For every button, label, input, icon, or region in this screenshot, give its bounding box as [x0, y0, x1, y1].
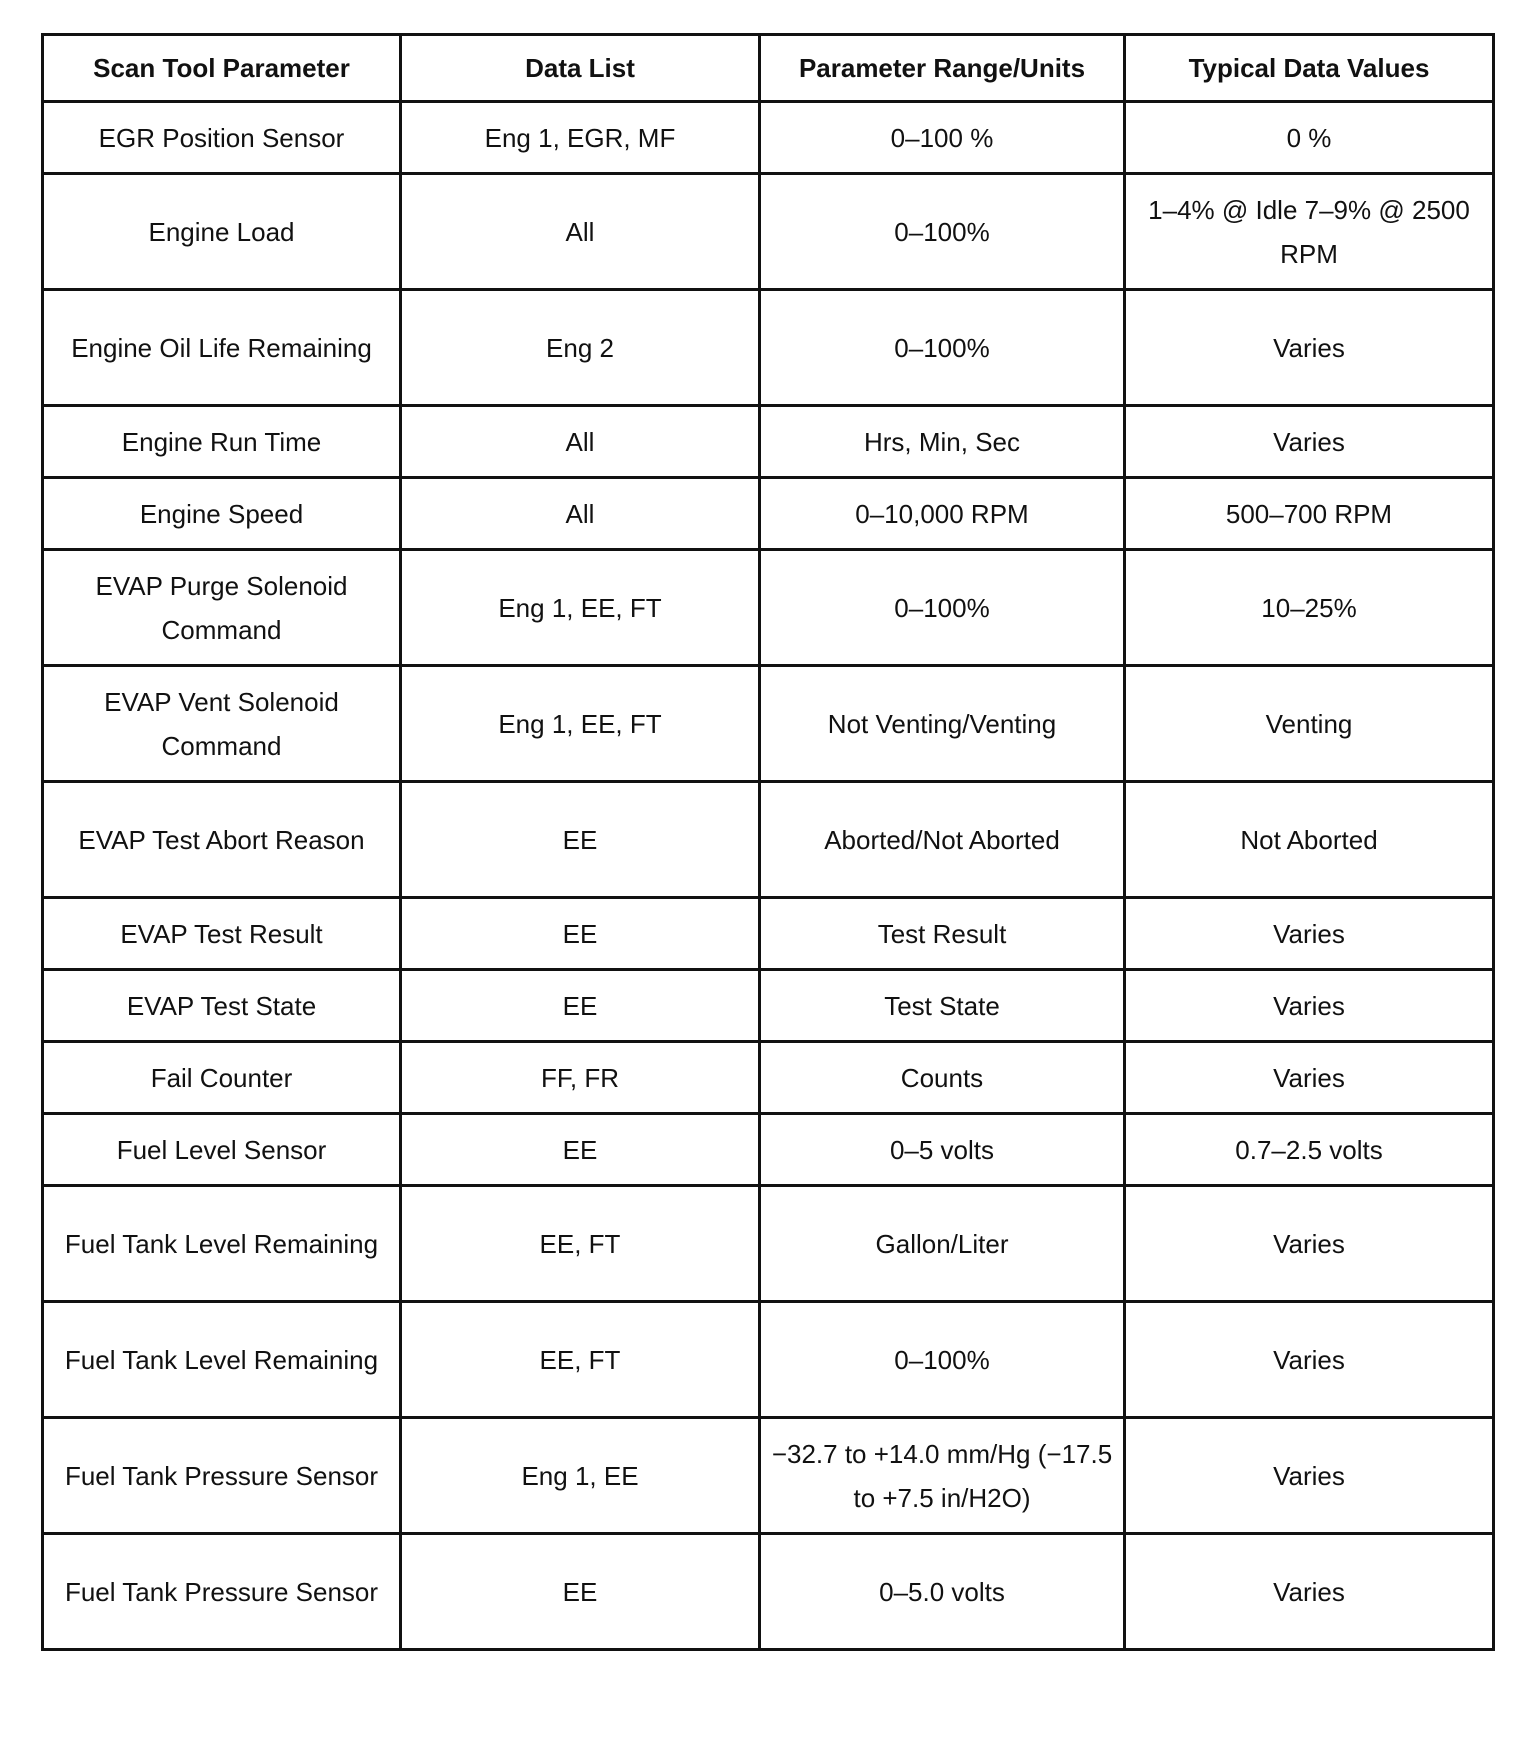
scan-tool-data-table [41, 33, 1495, 1651]
cell-parameter: Fuel Tank Pressure Sensor [43, 1534, 401, 1650]
cell-data-list: Eng 1, EE [401, 1418, 760, 1534]
cell-data-list: All [401, 174, 760, 290]
cell-parameter: Engine Load [43, 174, 401, 290]
table-row [43, 898, 1494, 970]
cell-typical-value: Not Aborted [1125, 782, 1494, 898]
table-row [43, 1042, 1494, 1114]
cell-data-list: FF, FR [401, 1042, 760, 1114]
table-row [43, 406, 1494, 478]
cell-data-list: All [401, 406, 760, 478]
header-typical-data-values: Typical Data Values [1125, 35, 1494, 102]
header-scan-tool-parameter: Scan Tool Parameter [43, 35, 401, 102]
cell-typical-value: Varies [1125, 1302, 1494, 1418]
table-row [43, 290, 1494, 406]
table-row [43, 1114, 1494, 1186]
header-data-list: Data List [401, 35, 760, 102]
cell-range-units: Test Result [760, 898, 1125, 970]
cell-typical-value: 1–4% @ Idle 7–9% @ 2500 RPM [1125, 174, 1494, 290]
cell-parameter: Engine Run Time [43, 406, 401, 478]
cell-parameter: Engine Speed [43, 478, 401, 550]
cell-parameter: Fuel Tank Level Remaining [43, 1302, 401, 1418]
cell-typical-value: Varies [1125, 1418, 1494, 1534]
cell-parameter: Fail Counter [43, 1042, 401, 1114]
table-row [43, 970, 1494, 1042]
cell-range-units: 0–100% [760, 1302, 1125, 1418]
cell-typical-value: Varies [1125, 1042, 1494, 1114]
cell-parameter: EVAP Vent Solenoid Command [43, 666, 401, 782]
cell-data-list: EE, FT [401, 1186, 760, 1302]
cell-range-units: 0–100% [760, 174, 1125, 290]
cell-parameter: EVAP Test State [43, 970, 401, 1042]
cell-range-units: 0–100 % [760, 102, 1125, 174]
cell-data-list: EE [401, 898, 760, 970]
cell-parameter: Fuel Tank Level Remaining [43, 1186, 401, 1302]
cell-typical-value: Venting [1125, 666, 1494, 782]
cell-parameter: EVAP Test Result [43, 898, 401, 970]
table-row [43, 782, 1494, 898]
table-row [43, 174, 1494, 290]
cell-data-list: EE [401, 970, 760, 1042]
cell-range-units: −32.7 to +14.0 mm/Hg (−17.5 to +7.5 in/H2O) [760, 1418, 1125, 1534]
cell-range-units: Test State [760, 970, 1125, 1042]
cell-data-list: EE [401, 1534, 760, 1650]
table-row [43, 1534, 1494, 1650]
cell-parameter: Fuel Tank Pressure Sensor [43, 1418, 401, 1534]
cell-range-units: 0–100% [760, 290, 1125, 406]
cell-data-list: EE [401, 782, 760, 898]
table-header-row [43, 35, 1494, 102]
cell-data-list: Eng 1, EGR, MF [401, 102, 760, 174]
cell-typical-value: Varies [1125, 406, 1494, 478]
table-row [43, 666, 1494, 782]
table-row [43, 102, 1494, 174]
cell-range-units: Hrs, Min, Sec [760, 406, 1125, 478]
table-row [43, 1418, 1494, 1534]
cell-typical-value: Varies [1125, 970, 1494, 1042]
cell-data-list: EE [401, 1114, 760, 1186]
cell-typical-value: Varies [1125, 898, 1494, 970]
cell-data-list: All [401, 478, 760, 550]
cell-typical-value: 500–700 RPM [1125, 478, 1494, 550]
cell-typical-value: Varies [1125, 1534, 1494, 1650]
cell-range-units: 0–10,000 RPM [760, 478, 1125, 550]
cell-typical-value: Varies [1125, 1186, 1494, 1302]
cell-parameter: EVAP Purge Solenoid Command [43, 550, 401, 666]
table-row [43, 1302, 1494, 1418]
header-parameter-range-units: Parameter Range/Units [760, 35, 1125, 102]
cell-data-list: Eng 1, EE, FT [401, 550, 760, 666]
cell-typical-value: 10–25% [1125, 550, 1494, 666]
cell-parameter: Fuel Level Sensor [43, 1114, 401, 1186]
cell-range-units: 0–5.0 volts [760, 1534, 1125, 1650]
cell-parameter: EVAP Test Abort Reason [43, 782, 401, 898]
table-row [43, 1186, 1494, 1302]
cell-range-units: Not Venting/Venting [760, 666, 1125, 782]
cell-range-units: Counts [760, 1042, 1125, 1114]
table-row [43, 478, 1494, 550]
cell-parameter: Engine Oil Life Remaining [43, 290, 401, 406]
cell-typical-value: 0.7–2.5 volts [1125, 1114, 1494, 1186]
cell-range-units: Aborted/Not Aborted [760, 782, 1125, 898]
table-row [43, 550, 1494, 666]
cell-range-units: Gallon/Liter [760, 1186, 1125, 1302]
cell-parameter: EGR Position Sensor [43, 102, 401, 174]
cell-range-units: 0–5 volts [760, 1114, 1125, 1186]
cell-range-units: 0–100% [760, 550, 1125, 666]
cell-data-list: Eng 2 [401, 290, 760, 406]
cell-data-list: Eng 1, EE, FT [401, 666, 760, 782]
cell-typical-value: Varies [1125, 290, 1494, 406]
cell-typical-value: 0 % [1125, 102, 1494, 174]
cell-data-list: EE, FT [401, 1302, 760, 1418]
